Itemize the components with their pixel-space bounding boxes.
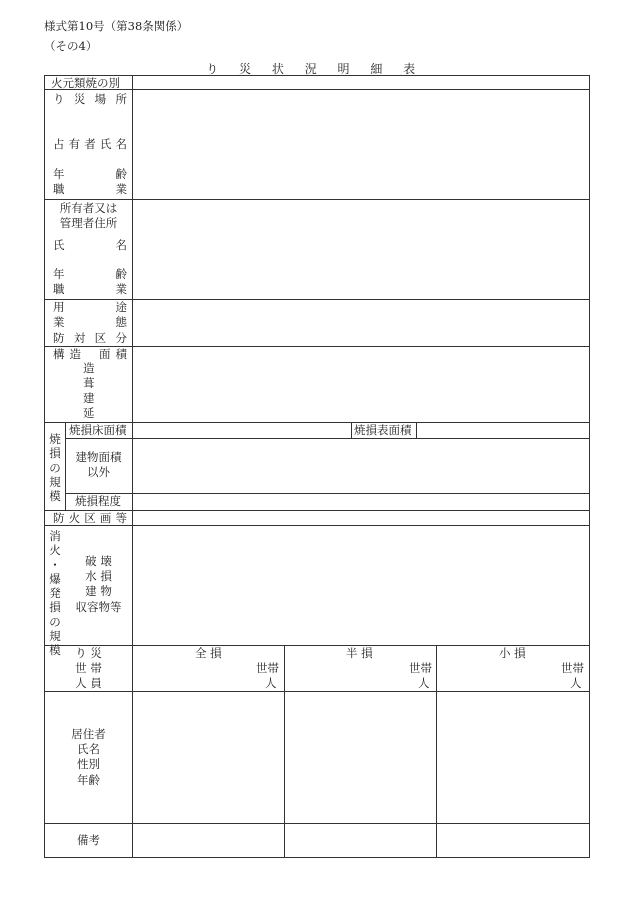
structure-type-label: 建 [83, 391, 95, 405]
business-label: 業 態 [53, 315, 127, 329]
rule [45, 199, 589, 200]
household-unit: 世帯 [561, 661, 584, 675]
partial-loss-header: 小 損 [499, 646, 526, 660]
structure-type-label: 造 [83, 361, 95, 375]
structure-type-label: 葺 [83, 376, 95, 390]
resident-label: 居住者 氏名 性別 年齢 [71, 727, 106, 787]
household-unit: 世帯 [256, 661, 279, 675]
page-title: り 災 状 況 明 細 表 [206, 62, 424, 76]
half-loss-header: 半 損 [346, 646, 373, 660]
form-part: （その4） [44, 39, 98, 53]
person-unit: 人 [265, 676, 277, 690]
surface-area-label: 焼損表面積 [354, 423, 412, 437]
rule [45, 525, 589, 526]
person-unit: 人 [418, 676, 430, 690]
structure-label: 構 造 [53, 347, 81, 361]
owner-address-label: 所有者又は 管理者住所 [59, 201, 118, 231]
area-label: 面 積 [99, 347, 127, 361]
outside-area-label: 建物面積 以外 [75, 450, 122, 480]
extinguish-scale-label: 消 火 ・ 爆 発 損 の 規 模 [49, 529, 61, 658]
structure-type-label: 延 [83, 406, 95, 420]
rule [132, 76, 133, 857]
floor-area-label: 焼損床面積 [69, 423, 127, 437]
rule [45, 89, 589, 90]
rule [284, 645, 285, 857]
fire-source-label: 火元類焼の別 [51, 76, 120, 90]
total-loss-header: 全 損 [195, 646, 222, 660]
owner-age-label: 年 齢 [53, 267, 127, 281]
occupant-name-label: 占 有 者 氏 名 [53, 137, 127, 151]
rule [351, 422, 352, 438]
rule [45, 823, 589, 824]
household-unit: 世帯 [409, 661, 432, 675]
remarks-label: 備考 [77, 833, 100, 847]
use-label: 用 途 [53, 300, 127, 314]
form-number: 様式第10号（第38条関係） [44, 19, 189, 33]
burn-degree-label: 焼損程度 [75, 494, 121, 508]
occupant-job-label: 職 業 [53, 182, 127, 196]
owner-name-label: 氏 名 [53, 238, 127, 252]
rule [416, 422, 417, 438]
person-unit: 人 [570, 676, 582, 690]
fire-zone-label: 防 対 区 分 [53, 331, 127, 345]
rule [65, 493, 589, 494]
fire-division-label: 防 火 区 画 等 [53, 511, 127, 525]
damage-detail-form [44, 75, 590, 858]
occupant-age-label: 年 齢 [53, 167, 127, 181]
owner-job-label: 職 業 [53, 282, 127, 296]
rule [436, 645, 437, 857]
burn-scale-label: 焼 損 の 規 模 [49, 432, 61, 504]
victim-label: り 災 世 帯 人 員 [75, 646, 102, 691]
damage-place-label: り 災 場 所 [53, 92, 127, 106]
damage-items-label: 破 壊 水 損 建 物 収容物等 [75, 554, 122, 614]
rule [65, 438, 589, 439]
